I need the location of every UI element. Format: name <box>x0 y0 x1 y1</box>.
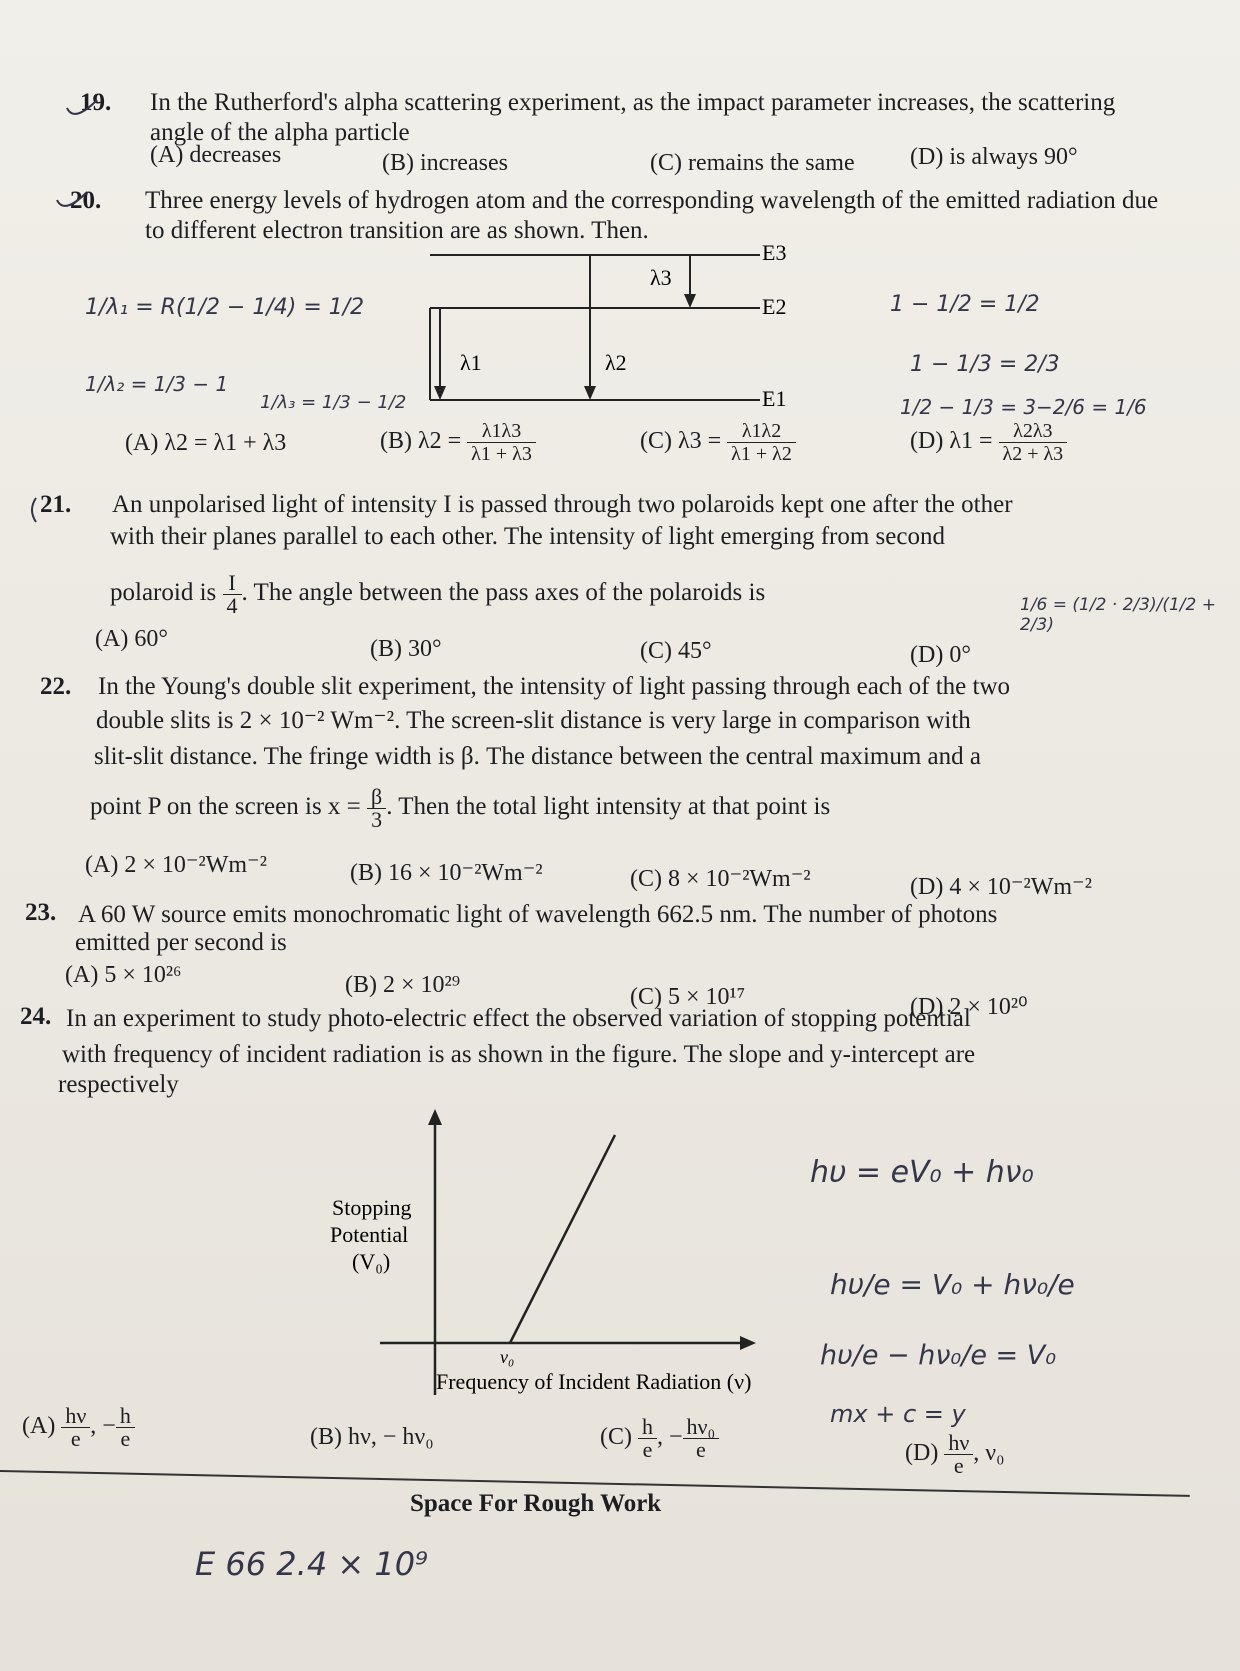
handwritten-scribble: E 66 2.4 × 10⁹ <box>195 1545 428 1583</box>
handwritten-equation: hυ/e = V₀ + hν₀/e <box>830 1268 1075 1301</box>
option-c: (C) remains the same <box>650 150 855 176</box>
option-c <box>640 420 796 465</box>
question-19 <box>80 88 1180 146</box>
numerator: h <box>638 1416 657 1439</box>
option-c-prefix: (C) <box>600 1424 632 1451</box>
denominator: λ1 + λ2 <box>731 443 792 465</box>
energy-level-diagram <box>420 240 800 410</box>
option-b: (B) 2 × 10²⁹ <box>345 972 461 998</box>
stopping-potential-graph <box>320 1105 780 1425</box>
numerator: λ1λ3 <box>467 420 536 443</box>
handwritten-calc: 1/λ₁ = R(1/2 − 1/4) = 1/2 <box>85 295 365 320</box>
option-d-prefix: (D) λ1 = <box>910 428 993 455</box>
fraction <box>467 420 536 465</box>
tick-mark-icon <box>62 88 102 128</box>
level-e2: E2 <box>762 294 787 319</box>
question-number: 23. <box>25 899 57 926</box>
numerator: I <box>223 572 242 595</box>
denominator: e <box>953 1453 964 1478</box>
handwritten-calc: 1 − 1/3 = 2/3 <box>910 352 1060 377</box>
graph-line <box>510 1135 615 1343</box>
lambda-1-label: λ1 <box>460 350 482 375</box>
option-b: (B) increases <box>382 150 508 176</box>
fraction <box>367 786 386 831</box>
numerator: λ2λ3 <box>999 420 1068 443</box>
option-d: (D) 4 × 10⁻²Wm⁻² <box>910 874 1092 900</box>
handwritten-equation: mx + c = y <box>830 1400 966 1428</box>
question-22-line2: double slits is 2 × 10⁻² Wm⁻². The screen-slit distance is very large in comparison with <box>96 707 971 734</box>
fraction <box>683 1416 720 1461</box>
numerator: hν <box>61 1405 90 1428</box>
option-a: (A) decreases <box>150 142 282 168</box>
lambda-3-label: λ3 <box>650 265 672 290</box>
question-22-line1: In the Young's double slit experiment, the intensity of light passing through each of the two <box>98 673 1011 700</box>
numerator: hν <box>944 1432 973 1455</box>
option-d <box>905 1432 1005 1477</box>
question-24-line3: respectively <box>58 1071 179 1098</box>
handwritten-equation: hυ = eV₀ + hν₀ <box>810 1155 1034 1190</box>
fraction <box>999 420 1068 465</box>
option-d <box>910 420 1067 465</box>
fraction <box>944 1432 973 1477</box>
question-number: 22. <box>40 673 72 700</box>
option-a-prefix: (A) <box>22 1413 56 1440</box>
option-c: (C) 45° <box>640 638 712 664</box>
question-23-line1: A 60 W source emits monochromatic light of wavelength 662.5 nm. The number of photons <box>78 901 998 928</box>
question-24-number <box>20 1002 51 1032</box>
fraction <box>727 420 796 465</box>
handwritten-calc: 1 − 1/2 = 1/2 <box>890 292 1040 317</box>
question-24-line1: In an experiment to study photo-electric effect the observed variation of stopping potential <box>66 1005 971 1032</box>
fraction <box>638 1416 657 1461</box>
option-d: (D) is always 90° <box>910 144 1078 170</box>
question-number: 21. <box>40 491 72 518</box>
handwritten-calc: 1/2 − 1/3 = 3−2/6 = 1/6 <box>900 395 1147 419</box>
option-b <box>380 420 536 465</box>
fraction <box>223 572 242 617</box>
option-d: (D) 0° <box>910 642 971 668</box>
handwritten-equation: hυ/e − hν₀/e = V₀ <box>820 1340 1057 1371</box>
y-axis-label: (V₀) <box>352 1249 391 1274</box>
y-axis-label: Stopping <box>332 1195 412 1220</box>
handwritten-calc: 1/6 = (1/2 · 2/3)/(1/2 + 2/3) <box>1020 595 1216 635</box>
handwritten-calc: 1/λ₃ = 1/3 − 1/2 <box>260 392 407 413</box>
separator: , − <box>90 1413 116 1440</box>
level-e3: E3 <box>762 240 787 265</box>
denominator: λ2 + λ3 <box>1002 443 1064 465</box>
option-d: (D) 2 × 10²⁰ <box>910 994 1028 1020</box>
option-c <box>600 1416 719 1461</box>
question-22-number <box>40 672 71 702</box>
separator: , − <box>657 1424 683 1451</box>
option-b-prefix: (B) λ2 = <box>380 428 462 455</box>
question-23-line2: emitted per second is <box>75 929 287 956</box>
fraction <box>61 1405 90 1450</box>
x-axis-label: Frequency of Incident Radiation (ν) <box>436 1369 752 1394</box>
text: polaroid is <box>110 579 217 607</box>
text: point P on the screen is x = <box>90 793 361 821</box>
option-b: (B) 30° <box>370 636 442 662</box>
option-b: (B) 16 × 10⁻²Wm⁻² <box>350 860 543 886</box>
question-24-line2: with frequency of incident radiation is as shown in the figure. The slope and y-intercept are <box>62 1041 976 1068</box>
question-number: 24. <box>20 1003 52 1030</box>
denominator: e <box>695 1437 706 1462</box>
tick-mark-icon <box>52 180 92 220</box>
numerator: λ1λ2 <box>727 420 796 443</box>
question-number: 19. <box>80 89 112 116</box>
rough-work-heading: Space For Rough Work <box>410 1490 662 1517</box>
question-22-line3: slit-slit distance. The fringe width is β. The distance between the central maximum and a <box>94 743 981 770</box>
option-a <box>22 1405 135 1450</box>
option-c: (C) 8 × 10⁻²Wm⁻² <box>630 866 811 892</box>
question-text: Three energy levels of hydrogen atom and the corresponding wavelength of the emitted radiation due to different electron transition are as shown. Then. <box>145 187 1159 244</box>
question-22-line4 <box>90 786 1090 831</box>
text: . Then the total light intensity at that point is <box>386 793 831 821</box>
denominator: λ1 + λ3 <box>471 443 532 465</box>
option-a: (A) 2 × 10⁻²Wm⁻² <box>85 852 267 878</box>
question-text: In the Rutherford's alpha scattering experiment, as the impact parameter increases, the scattering angle of the alpha particle <box>150 89 1116 146</box>
tick-mark-icon <box>26 490 66 530</box>
option-d-prefix: (D) <box>905 1440 939 1467</box>
level-e1: E1 <box>762 386 787 410</box>
handwritten-calc: 1/λ₂ = 1/3 − 1 <box>85 372 229 396</box>
option-a: (A) λ2 = λ1 + λ3 <box>125 430 287 456</box>
question-21-line1: An unpolarised light of intensity I is passed through two polaroids kept one after the other <box>112 491 1013 518</box>
denominator: e <box>642 1437 653 1462</box>
x-intercept-label: ν₀ <box>500 1347 515 1367</box>
fraction <box>116 1405 135 1450</box>
numerator: β <box>367 786 386 809</box>
lambda-2-label: λ2 <box>605 350 627 375</box>
option-d-suffix: , ν₀ <box>973 1440 1005 1467</box>
text: . The angle between the pass axes of the polaroids is <box>241 579 766 607</box>
denominator: 3 <box>371 807 383 832</box>
option-a: (A) 60° <box>95 626 168 652</box>
numerator: hν₀ <box>683 1416 720 1439</box>
option-c: (C) 5 × 10¹⁷ <box>630 984 746 1010</box>
numerator: h <box>116 1405 135 1428</box>
denominator: e <box>70 1426 81 1451</box>
denominator: e <box>120 1426 131 1451</box>
denominator: 4 <box>226 593 238 618</box>
question-21-line3 <box>110 572 1110 617</box>
option-b: (B) hν, − hν₀ <box>310 1424 434 1450</box>
question-23-number <box>25 898 56 928</box>
option-a: (A) 5 × 10²⁶ <box>65 962 182 988</box>
question-21-line2: with their planes parallel to each other. The intensity of light emerging from second <box>110 523 945 550</box>
y-axis-label: Potential <box>330 1222 409 1247</box>
option-c-prefix: (C) λ3 = <box>640 428 722 455</box>
question-number: 20. <box>70 187 102 214</box>
